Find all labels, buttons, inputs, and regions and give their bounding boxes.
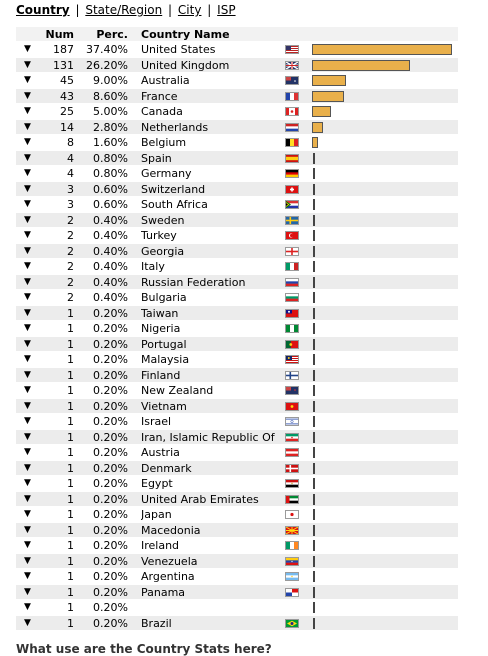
nav-separator: | [168,3,173,17]
row-perc: 0.20% [93,554,128,568]
table-row [16,337,458,353]
finland-flag-icon [285,371,299,380]
row-country-name: Ireland [141,539,180,552]
france-flag-icon [285,92,299,101]
percentage-bar [313,370,315,381]
table-row [16,414,458,430]
expand-arrow-icon[interactable]: ▼ [24,338,31,349]
row-country-name: Bulgaria [141,291,187,304]
switzerland-flag-icon [285,185,299,194]
row-num: 2 [67,244,74,258]
row-num: 1 [67,508,74,521]
percentage-bar [313,230,315,241]
ireland-flag-icon [285,541,299,550]
percentage-bar [313,199,315,210]
row-num: 3 [67,182,74,196]
percentage-bar [313,401,315,412]
table-row [16,135,458,151]
expand-arrow-icon[interactable]: ▼ [24,400,31,411]
row-country-name: Egypt [141,477,173,490]
row-num: 2 [67,291,74,304]
expand-arrow-icon[interactable]: ▼ [24,462,31,473]
nav-city-link[interactable]: City [177,3,202,17]
row-num: 1 [67,399,74,413]
portugal-flag-icon [285,340,299,349]
table-row [16,104,458,120]
expand-arrow-icon[interactable]: ▼ [24,385,31,395]
percentage-bar [313,308,315,319]
row-country-name: United Kingdom [141,58,230,72]
row-perc: 0.20% [93,399,128,413]
row-perc: 0.40% [93,260,128,273]
row-num: 1 [67,616,74,630]
row-num: 3 [67,198,74,211]
belgium-flag-icon [285,138,299,147]
percentage-bar [313,447,315,458]
row-num: 8 [67,136,74,149]
nav-separator: | [75,3,80,17]
percentage-bar [313,277,315,288]
row-country-name: Austria [141,446,180,459]
percentage-bar [312,44,452,55]
row-num: 2 [67,260,74,273]
percentage-bar [313,168,315,179]
row-perc: 0.20% [93,446,128,459]
row-perc: 0.20% [93,461,128,475]
row-country-name: Turkey [141,229,177,242]
row-num: 14 [60,120,74,134]
table-row [16,42,458,58]
row-country-name: Nigeria [141,322,181,335]
row-country-name: Panama [141,585,186,599]
expand-arrow-icon[interactable]: ▼ [24,199,31,209]
row-country-name: United States [141,43,216,56]
uae-flag-icon [285,495,299,504]
row-perc: 0.20% [93,430,128,444]
row-perc: 0.20% [93,539,128,552]
row-num: 1 [67,570,74,583]
row-perc: 0.20% [93,523,128,537]
macedonia-flag-icon [285,526,299,535]
brazil-flag-icon [285,619,299,628]
table-row [16,492,458,508]
row-country-name: Finland [141,368,181,382]
row-perc: 0.40% [93,275,128,289]
row-perc: 0.20% [93,616,128,630]
percentage-bar [313,385,315,396]
row-perc: 2.80% [93,120,128,134]
expand-arrow-icon[interactable]: ▼ [24,121,31,132]
row-perc: 0.40% [93,229,128,242]
table-row [16,585,458,601]
malaysia-flag-icon [285,355,299,364]
expand-arrow-icon[interactable]: ▼ [24,183,31,194]
row-country-name: Portugal [141,337,187,351]
table-row [16,275,458,291]
japan-flag-icon [285,510,299,519]
row-perc: 8.60% [93,89,128,103]
row-country-name: United Arab Emirates [141,492,259,506]
italy-flag-icon [285,262,299,271]
row-num: 2 [67,213,74,227]
row-perc: 0.40% [93,213,128,227]
sweden-flag-icon [285,216,299,225]
table-row [16,306,458,322]
table-row [16,569,458,585]
expand-arrow-icon[interactable]: ▼ [24,90,31,101]
row-perc: 0.20% [93,306,128,320]
footer-question: What use are the Country Stats here? [16,642,272,656]
row-num: 1 [67,384,74,397]
table-row [16,507,458,523]
row-country-name: Russian Federation [141,275,246,289]
row-num: 1 [67,523,74,537]
row-perc: 0.60% [93,182,128,196]
row-country-name: Vietnam [141,399,187,413]
table-row [16,352,458,368]
row-num: 1 [67,430,74,444]
row-num: 1 [67,539,74,552]
table-row [16,399,458,415]
row-perc: 0.20% [93,368,128,382]
table-row [16,461,458,477]
row-perc: 0.20% [93,508,128,521]
table-row [16,368,458,384]
nigeria-flag-icon [285,324,299,333]
new-zealand-flag-icon [285,386,299,395]
expand-arrow-icon[interactable]: ▼ [24,586,31,597]
nav-country-link[interactable]: Country [16,3,70,17]
expand-arrow-icon[interactable]: ▼ [24,354,31,364]
percentage-bar [312,122,323,133]
expand-arrow-icon[interactable]: ▼ [24,524,31,535]
row-country-name: France [141,89,178,103]
row-perc: 5.00% [93,105,128,118]
taiwan-flag-icon [285,309,299,318]
south-africa-flag-icon [285,200,299,209]
table-row [16,445,458,461]
row-num: 1 [67,415,74,428]
expand-arrow-icon[interactable]: ▼ [24,617,31,628]
row-country-name: Malaysia [141,353,190,366]
table-row [16,600,458,616]
row-country-name: Spain [141,151,172,165]
expand-arrow-icon[interactable]: ▼ [24,416,31,426]
header-country-name: Country Name [141,28,230,41]
table-row [16,197,458,213]
percentage-bar [313,354,315,365]
expand-arrow-icon[interactable]: ▼ [24,369,31,380]
expand-arrow-icon[interactable]: ▼ [24,478,31,488]
table-row [16,430,458,446]
expand-arrow-icon[interactable]: ▼ [24,106,31,116]
table-row [16,523,458,539]
expand-arrow-icon[interactable]: ▼ [24,44,31,54]
row-country-name: South Africa [141,198,208,211]
row-country-name: Taiwan [141,306,179,320]
germany-flag-icon [285,169,299,178]
argentina-flag-icon [285,572,299,581]
percentage-bar [313,292,315,303]
table-row [16,554,458,570]
percentage-bar [313,556,315,567]
row-country-name: Sweden [141,213,185,227]
spain-flag-icon [285,154,299,163]
table-row [16,228,458,244]
stats-type-nav [16,2,236,18]
expand-arrow-icon[interactable]: ▼ [24,571,31,581]
table-header-row [16,27,458,42]
row-country-name: Venezuela [141,554,198,568]
row-perc: 0.40% [93,291,128,304]
nav-isp-link[interactable]: ISP [217,3,236,17]
table-row [16,166,458,182]
netherlands-flag-icon [285,123,299,132]
denmark-flag-icon [285,464,299,473]
expand-arrow-icon[interactable]: ▼ [24,137,31,147]
row-country-name [141,600,286,615]
percentage-bar [312,75,346,86]
percentage-bar [313,323,315,334]
row-perc: 0.20% [93,415,128,428]
table-row [16,120,458,136]
row-num: 1 [67,477,74,490]
expand-arrow-icon[interactable]: ▼ [24,59,31,70]
row-num: 131 [53,58,74,72]
country-stats-table [16,27,458,631]
percentage-bar [313,587,315,598]
percentage-bar [312,106,331,117]
table-row [16,538,458,554]
austria-flag-icon [285,448,299,457]
bulgaria-flag-icon [285,293,299,302]
russia-flag-icon [285,278,299,287]
row-perc: 0.20% [93,337,128,351]
expand-arrow-icon[interactable]: ▼ [24,168,31,178]
header-perc: Perc. [96,28,128,41]
table-row [16,73,458,89]
table-row [16,89,458,105]
expand-arrow-icon[interactable]: ▼ [24,307,31,318]
row-num: 1 [67,337,74,351]
expand-arrow-icon[interactable]: ▼ [24,540,31,550]
row-perc: 0.20% [93,477,128,490]
row-num: 1 [67,368,74,382]
row-perc: 0.20% [93,322,128,335]
iran-flag-icon [285,433,299,442]
row-country-name: Brazil [141,616,172,630]
table-row [16,321,458,337]
expand-arrow-icon[interactable]: ▼ [24,261,31,271]
row-country-name: Germany [141,167,192,180]
row-perc: 0.80% [93,151,128,165]
row-country-name: Canada [141,105,183,118]
row-country-name: Georgia [141,244,185,258]
percentage-bar [313,416,315,427]
row-country-name: Iran, Islamic Republic Of [141,430,275,444]
expand-arrow-icon[interactable]: ▼ [24,493,31,504]
row-country-name: Macedonia [141,523,201,537]
table-row [16,213,458,229]
row-num: 187 [53,43,74,56]
row-perc: 0.40% [93,244,128,258]
us-flag-icon [285,45,299,54]
percentage-bar [313,540,315,551]
row-num: 1 [67,353,74,366]
row-perc: 0.20% [93,601,128,614]
percentage-bar [313,339,315,350]
vietnam-flag-icon [285,402,299,411]
georgia-flag-icon [285,247,299,256]
percentage-bar [313,571,315,582]
percentage-bar [313,463,315,474]
row-num: 25 [60,105,74,118]
row-num: 1 [67,446,74,459]
expand-arrow-icon[interactable]: ▼ [24,292,31,302]
percentage-bar [312,60,410,71]
percentage-bar [313,184,315,195]
row-country-name: Israel [141,415,172,428]
row-country-name: Netherlands [141,120,209,134]
row-country-name: Australia [141,74,190,87]
percentage-bar [313,261,315,272]
row-country-name: Belgium [141,136,187,149]
expand-arrow-icon[interactable]: ▼ [24,447,31,457]
expand-arrow-icon[interactable]: ▼ [24,245,31,256]
table-row [16,476,458,492]
row-num: 1 [67,601,74,614]
row-num: 45 [60,74,74,87]
panama-flag-icon [285,588,299,597]
table-row [16,182,458,198]
row-num: 2 [67,229,74,242]
venezuela-flag-icon [285,557,299,566]
percentage-bar [313,494,315,505]
egypt-flag-icon [285,479,299,488]
percentage-bar [313,618,315,629]
row-country-name: Japan [141,508,172,521]
row-perc: 37.40% [86,43,128,56]
expand-arrow-icon[interactable]: ▼ [24,214,31,225]
row-num: 1 [67,585,74,599]
percentage-bar [313,509,315,520]
row-num: 1 [67,306,74,320]
row-num: 4 [67,167,74,180]
expand-arrow-icon[interactable]: ▼ [24,152,31,163]
israel-flag-icon [285,417,299,426]
row-country-name: New Zealand [141,384,214,397]
row-num: 1 [67,492,74,506]
percentage-bar [312,91,344,102]
percentage-bar [313,432,315,443]
row-perc: 1.60% [93,136,128,149]
table-row [16,383,458,399]
row-num: 43 [60,89,74,103]
row-perc: 0.20% [93,570,128,583]
percentage-bar [313,478,315,489]
percentage-bar [312,137,318,148]
uk-flag-icon [285,61,299,70]
expand-arrow-icon[interactable]: ▼ [24,555,31,566]
expand-arrow-icon[interactable]: ▼ [24,75,31,85]
percentage-bar [313,246,315,257]
row-num: 1 [67,322,74,335]
row-perc: 0.20% [93,585,128,599]
percentage-bar [313,602,315,613]
row-country-name: Denmark [141,461,192,475]
expand-arrow-icon[interactable]: ▼ [24,323,31,333]
expand-arrow-icon[interactable]: ▼ [24,509,31,519]
percentage-bar [313,153,315,164]
expand-arrow-icon[interactable]: ▼ [24,431,31,442]
table-row [16,58,458,74]
row-perc: 0.20% [93,492,128,506]
table-row [16,290,458,306]
expand-arrow-icon[interactable]: ▼ [24,276,31,287]
row-num: 4 [67,151,74,165]
row-perc: 9.00% [93,74,128,87]
row-perc: 0.60% [93,198,128,211]
row-perc: 0.20% [93,384,128,397]
row-country-name: Switzerland [141,182,206,196]
table-row [16,616,458,632]
row-num: 1 [67,461,74,475]
percentage-bar [313,525,315,536]
table-row [16,151,458,167]
row-perc: 0.80% [93,167,128,180]
nav-separator: | [207,3,212,17]
nav-state-region-link[interactable]: State/Region [85,3,163,17]
header-num: Num [45,28,74,41]
row-country-name: Argentina [141,570,195,583]
expand-arrow-icon[interactable]: ▼ [24,230,31,240]
row-country-name: Italy [141,260,165,273]
australia-flag-icon [285,76,299,85]
expand-arrow-icon[interactable]: ▼ [24,602,31,612]
row-perc: 26.20% [86,58,128,72]
table-row [16,244,458,260]
percentage-bar [313,215,315,226]
row-perc: 0.20% [93,353,128,366]
table-row [16,259,458,275]
row-num: 1 [67,554,74,568]
turkey-flag-icon [285,231,299,240]
canada-flag-icon [285,107,299,116]
row-num: 2 [67,275,74,289]
